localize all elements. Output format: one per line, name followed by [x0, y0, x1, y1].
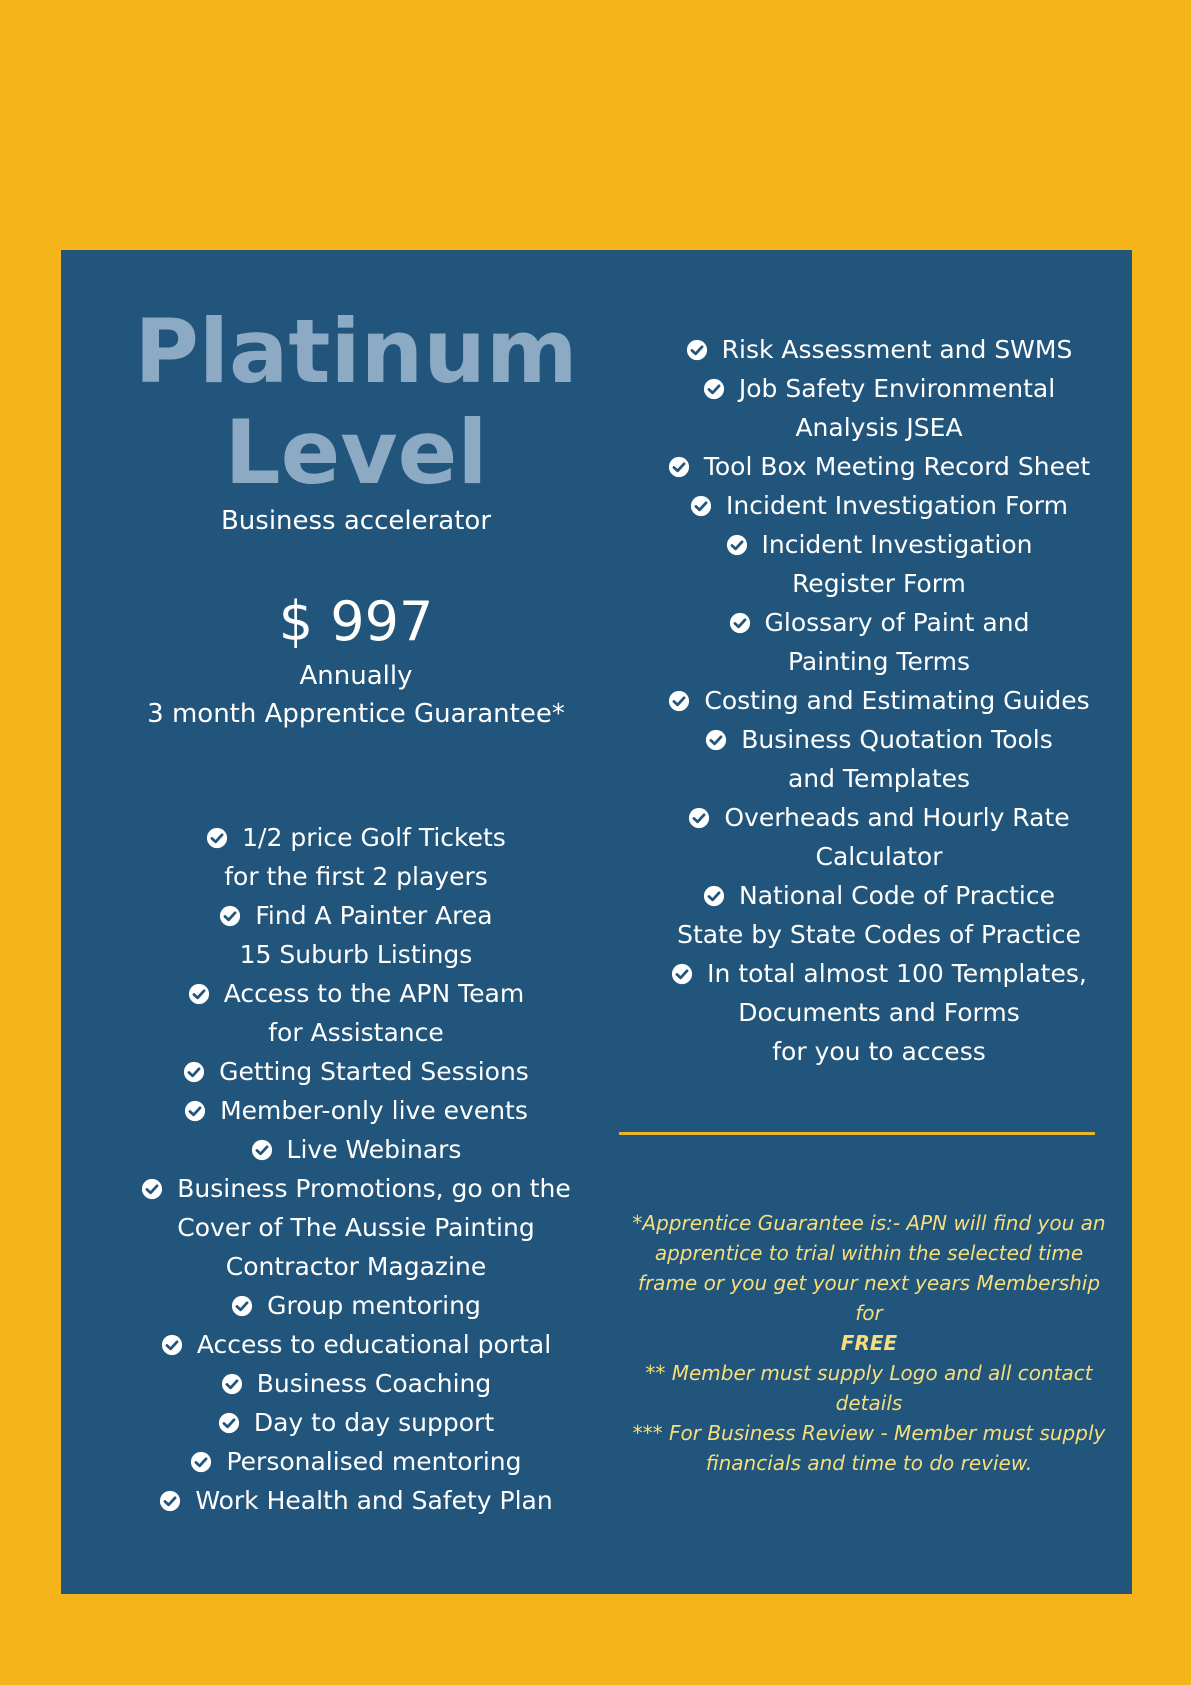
feature-item [61, 1052, 651, 1091]
feature-label: Tool Box Meeting Record Sheet [703, 452, 1091, 481]
feature-item [61, 1364, 651, 1403]
check-circle-icon [231, 1295, 253, 1317]
feature-label: Business Promotions, go on the Cover of The Aussie Painting Contractor Magazine [177, 1174, 571, 1281]
check-circle-icon [159, 1490, 181, 1512]
plan-title-line1: Platinum [134, 300, 578, 403]
check-circle-icon [705, 729, 727, 751]
check-circle-icon [668, 690, 690, 712]
apprentice-guarantee-text: *Apprentice Guarantee is:- APN will find you an apprentice to trial within the selected time frame or you get your next years Membership for [632, 1211, 1106, 1325]
feature-item [61, 896, 651, 974]
features-list-left [61, 818, 651, 1520]
feature-item [627, 525, 1131, 603]
feature-item [61, 974, 651, 1052]
check-circle-icon [188, 983, 210, 1005]
plan-title-line2: Level [224, 401, 488, 504]
check-circle-icon [729, 612, 751, 634]
check-circle-icon [219, 905, 241, 927]
feature-label: Incident Investigation Register Form [761, 530, 1033, 598]
check-circle-icon [686, 339, 708, 361]
feature-label: Risk Assessment and SWMS [721, 335, 1073, 364]
feature-label: Job Safety Environmental Analysis JSEA [738, 374, 1056, 442]
feature-item [61, 1169, 651, 1286]
feature-item [61, 818, 651, 896]
check-circle-icon [221, 1373, 243, 1395]
feature-item [627, 954, 1131, 1071]
check-circle-icon [703, 885, 725, 907]
apprentice-guarantee-note [627, 1208, 1111, 1358]
feature-item [627, 603, 1131, 681]
features-list-right [627, 330, 1131, 1071]
feature-item [61, 1442, 651, 1481]
review-note: *** For Business Review - Member must supply financials and time to do review. [632, 1421, 1106, 1475]
feature-item [627, 369, 1131, 447]
check-circle-icon [703, 378, 725, 400]
feature-label: Glossary of Paint and Painting Terms [764, 608, 1030, 676]
plan-subtitle: Business accelerator [220, 506, 492, 536]
feature-label: Day to day support [253, 1408, 495, 1437]
feature-label: 1/2 price Golf Tickets for the first 2 players [224, 823, 506, 891]
feature-item [61, 1325, 651, 1364]
feature-item [627, 486, 1131, 525]
plan-billing: Annually 3 month Apprentice Guarantee* [147, 661, 565, 729]
footnotes [627, 1208, 1111, 1478]
feature-label: National Code of Practice State by State Codes of Practice [677, 881, 1081, 949]
feature-item [627, 330, 1131, 369]
feature-item [627, 798, 1131, 876]
check-circle-icon [206, 827, 228, 849]
check-circle-icon [668, 456, 690, 478]
check-circle-icon [218, 1412, 240, 1434]
feature-label: Incident Investigation Form [726, 491, 1068, 520]
feature-label: Business Quotation Tools and Templates [741, 725, 1053, 793]
feature-label: Business Coaching [256, 1369, 492, 1398]
feature-item [61, 1091, 651, 1130]
free-label: FREE [840, 1331, 898, 1355]
feature-label: In total almost 100 Templates, Documents and Forms for you to access [707, 959, 1087, 1066]
feature-item [627, 681, 1131, 720]
platinum-plan-card [61, 250, 1132, 1594]
check-circle-icon [671, 963, 693, 985]
feature-item [627, 447, 1131, 486]
feature-item [61, 1130, 651, 1169]
feature-item [61, 1403, 651, 1442]
check-circle-icon [161, 1334, 183, 1356]
feature-label: Group mentoring [267, 1291, 481, 1320]
feature-label: Personalised mentoring [226, 1447, 522, 1476]
section-divider [619, 1132, 1095, 1135]
check-circle-icon [690, 495, 712, 517]
feature-label: Overheads and Hourly Rate Calculator [724, 803, 1070, 871]
logo-note: ** Member must supply Logo and all contact details [645, 1361, 1093, 1415]
feature-label: Member-only live events [220, 1096, 528, 1125]
feature-label: Work Health and Safety Plan [195, 1486, 553, 1515]
check-circle-icon [251, 1139, 273, 1161]
feature-label: Access to the APN Team for Assistance [223, 979, 525, 1047]
check-circle-icon [726, 534, 748, 556]
plan-summary [61, 250, 651, 1594]
feature-label: Live Webinars [286, 1135, 462, 1164]
feature-label: Find A Painter Area 15 Suburb Listings [239, 901, 493, 969]
feature-label: Getting Started Sessions [219, 1057, 529, 1086]
check-circle-icon [141, 1178, 163, 1200]
check-circle-icon [184, 1100, 206, 1122]
check-circle-icon [183, 1061, 205, 1083]
feature-label: Access to educational portal [196, 1330, 552, 1359]
check-circle-icon [688, 807, 710, 829]
feature-item [627, 720, 1131, 798]
feature-label: Costing and Estimating Guides [704, 686, 1090, 715]
feature-item [61, 1481, 651, 1520]
feature-item [61, 1286, 651, 1325]
check-circle-icon [190, 1451, 212, 1473]
plan-price: $ 997 [278, 590, 434, 653]
feature-item [627, 876, 1131, 954]
